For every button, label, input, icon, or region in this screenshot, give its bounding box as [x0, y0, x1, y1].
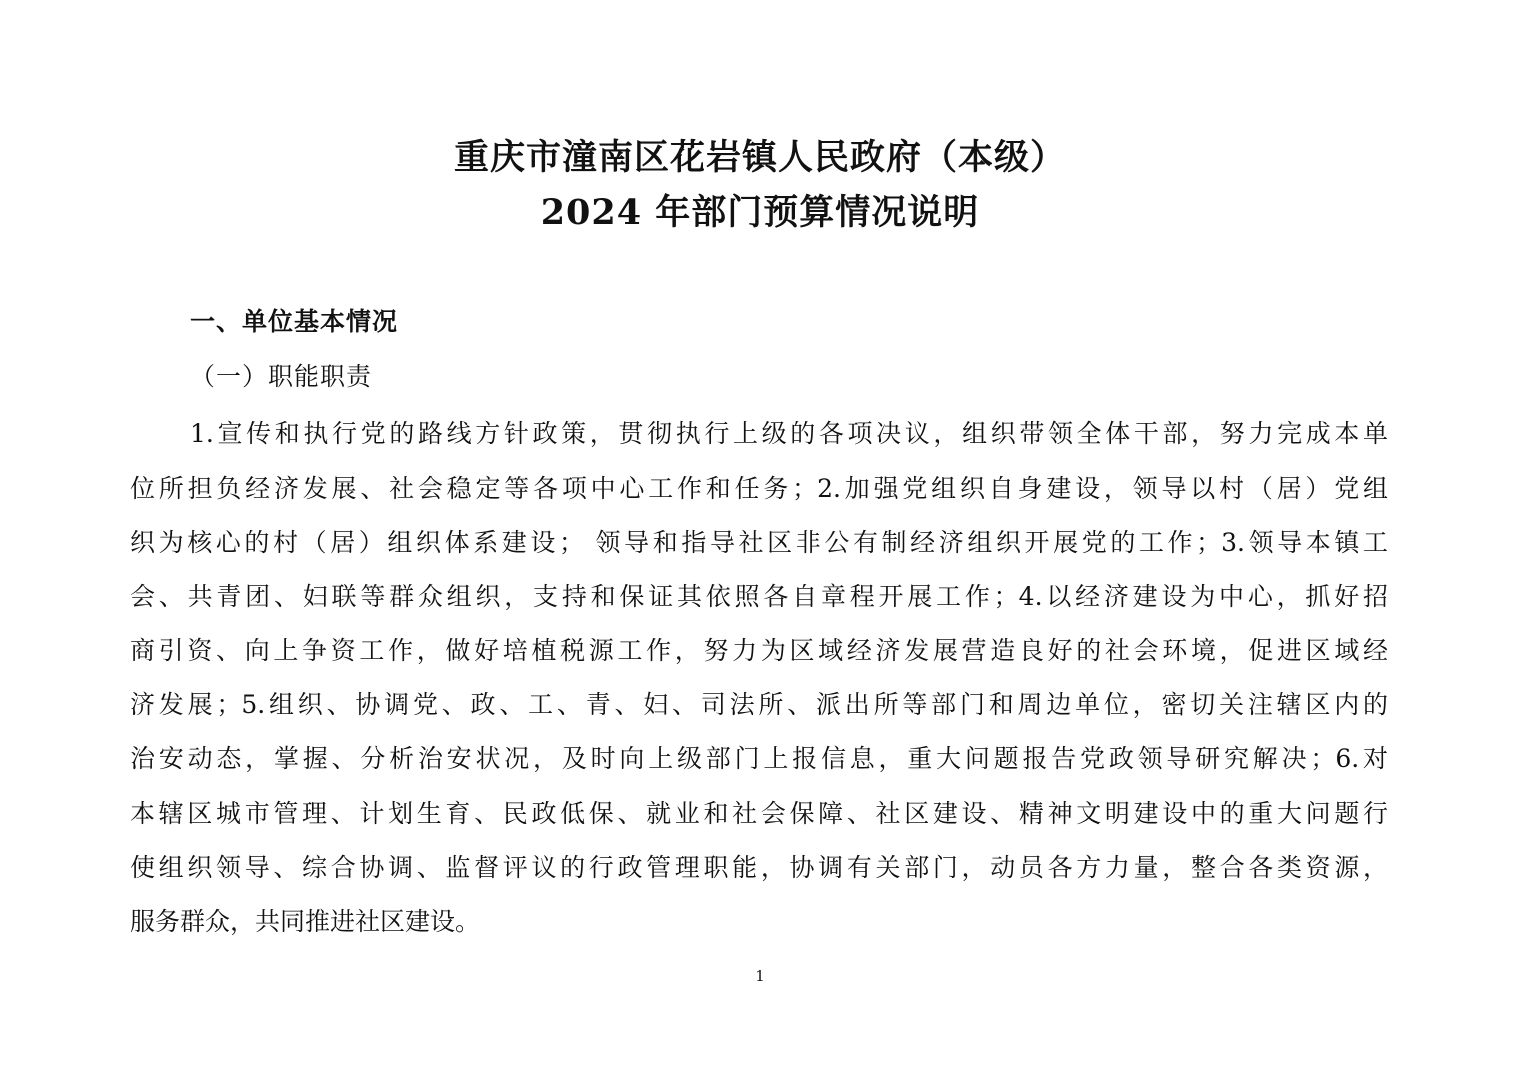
- paragraph-line: 商引资、向上争资工作，做好培植税源工作，努力为区域经济发展营造良好的社会环境，促进区域经: [130, 636, 1388, 665]
- section-heading: 一、单位基本情况: [190, 307, 399, 336]
- document-title-line-1: 重庆市潼南区花岩镇人民政府（本级）: [453, 137, 1066, 178]
- paragraph-line: 治安动态，掌握、分析治安状况，及时向上级部门上报信息，重大问题报告党政领导研究解决；6.对: [130, 744, 1388, 773]
- sub-heading: （一）职能职责: [190, 362, 373, 391]
- paragraph-line: 济发展；5.组织、协调党、政、工、青、妇、司法所、派出所等部门和周边单位，密切关注辖区内的: [130, 690, 1388, 719]
- paragraph-line: 1.宣传和执行党的路线方针政策，贯彻执行上级的各项决议，组织带领全体干部，努力完成本单: [190, 419, 1388, 448]
- paragraph-line: 使组织领导、综合协调、监督评议的行政管理职能，协调有关部门，动员各方力量，整合各类资源，: [130, 853, 1388, 882]
- paragraph-line: 织为核心的村（居）组织体系建设； 领导和指导社区非公有制经济组织开展党的工作；3.领导本镇工: [130, 528, 1388, 557]
- document-title-line-2: 2024 年部门预算情况说明: [540, 192, 980, 233]
- paragraph-line: 本辖区城市管理、计划生育、民政低保、就业和社会保障、社区建设、精神文明建设中的重大问题行: [130, 799, 1388, 828]
- paragraph-line: 会、共青团、妇联等群众组织，支持和保证其依照各自章程开展工作；4.以经济建设为中心，抓好招: [130, 582, 1388, 611]
- page-number: 1: [755, 967, 765, 985]
- paragraph-line: 服务群众，共同推进社区建设。: [130, 907, 481, 936]
- paragraph-line: 位所担负经济发展、社会稳定等各项中心工作和任务；2.加强党组织自身建设，领导以村（居）党组: [130, 474, 1388, 503]
